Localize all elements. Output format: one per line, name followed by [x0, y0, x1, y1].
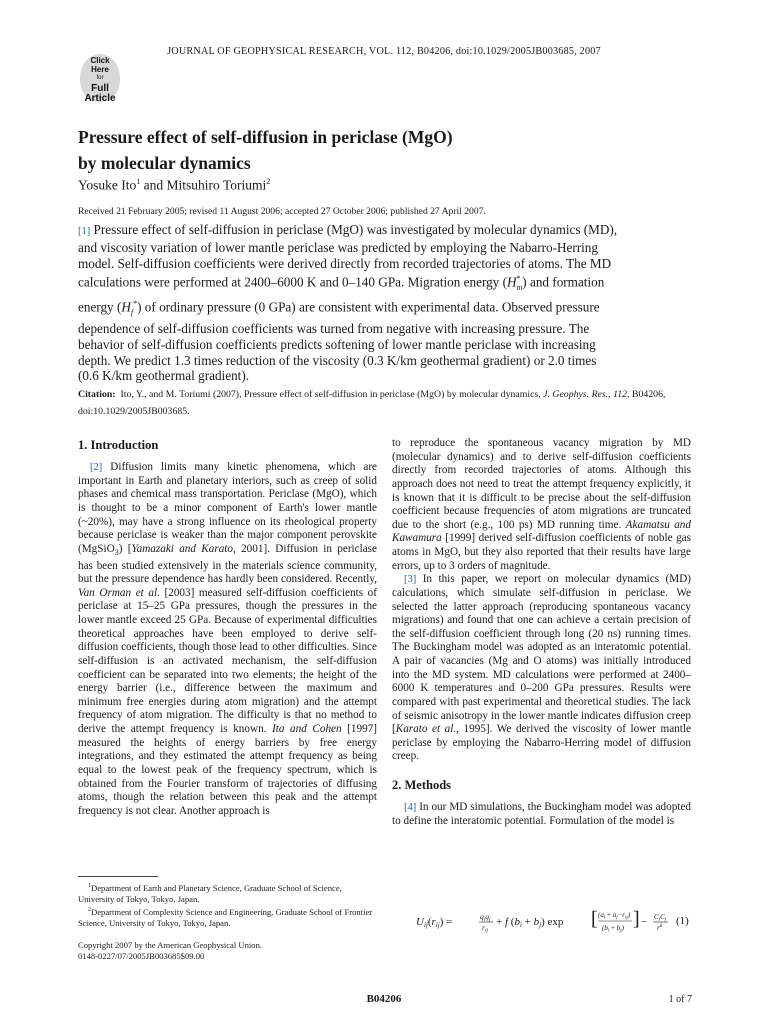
- reference-link[interactable]: Akamatsu and Kawamura: [392, 518, 691, 545]
- article-id-footer: B04206: [366, 993, 402, 1005]
- eq-dispersion-numerator: $C_iC_j$: [654, 913, 667, 923]
- author-name: Mitsuhiro Toriumi: [166, 177, 267, 193]
- reference-link[interactable]: Ita and Cohen: [272, 723, 342, 736]
- affiliation-marker[interactable]: 1: [136, 177, 141, 186]
- footnote-divider: [78, 876, 158, 877]
- journal-header: JOURNAL OF GEOPHYSICAL RESEARCH, VOL. 112, B04206, doi:10.1029/2005JB003685, 2007: [167, 46, 601, 57]
- eq-charge-denominator: $r_{ij}$: [482, 923, 488, 934]
- page-number: 1 of 7: [668, 994, 692, 1005]
- abstract-text: ) and formation energy (: [78, 274, 605, 315]
- title-line: by molecular dynamics: [78, 153, 251, 173]
- body-text: In this paper, we report on molecular dynamics (MD) calculations, which simulate self-diffusion in periclase. We selected the latter approach (reproducing spontaneous vacancy migrations) and found that one can achieve a certain precision of the self-diffusion coefficient through long (20 ns) running times. The Buckingham model was adopted as an interatomic potential. A pair of vacancies (Mg and O atoms) was initially introduced into the MD system. MD calculations were performed at 2400–6000 K temperatures and 0–200 GPa pressures. Results were compared with past experimental and theoretical studies. The lack of seismic anisotropy in the lower mantle indicates diffusion creep [: [392, 573, 692, 736]
- body-text: Diffusion limits many kinetic phenomena, which are important in Earth and planetary interiors, such as creep of solid phases and chemical mass transportation. Periclase (MgO), which is thought to be a minor component of Earth's lower mantle (~20%), may have a strong influence on its rheological property because periclase is weaker than the major component perovskite (MgSiO: [78, 461, 378, 555]
- copyright-line: Copyright 2007 by the American Geophysical Union.: [78, 940, 263, 950]
- symbol-sub: m: [516, 283, 523, 293]
- footnote-marker: 1: [88, 883, 91, 889]
- footnote-marker: 2: [88, 906, 91, 913]
- footnote-2: [78, 905, 378, 929]
- body-text: In our MD simulations, the Buckingham model was adopted to define the interatomic potential. Formulation of the model is: [392, 801, 692, 827]
- citation-text: , B04206, doi:10.1029/2005JB003685.: [78, 389, 666, 417]
- right-column: [392, 437, 691, 828]
- badge-line: Click: [90, 56, 110, 65]
- copyright-line: 0148-0227/07/2005JB003685$09.00: [78, 951, 205, 961]
- paragraph-number: [1]: [78, 226, 91, 237]
- body-text: [1997] measured the heights of energy barriers by free energy integrations, and they estimated the attempt frequency as being equal to the lowest peak of the frequency spectrum, which is obtained from the Fourier transform of trajectories of diffusing atoms, though the relation between this peak and the attempt frequency is not clear. Another approach is: [78, 723, 378, 817]
- article-title: [78, 124, 638, 176]
- badge-line: Full: [91, 83, 109, 94]
- copyright-notice: [78, 940, 262, 962]
- symbol: H: [506, 274, 517, 290]
- left-column: [78, 438, 377, 818]
- section-heading-methods: 2. Methods: [392, 778, 452, 792]
- citation-volume: 112: [613, 389, 628, 400]
- eq-bracket-open: [: [591, 908, 598, 930]
- eq-charge-numerator: $q_iq_j$: [480, 912, 491, 923]
- author-separator: and: [140, 177, 167, 193]
- citation-label: Citation:: [78, 389, 116, 400]
- title-line: Pressure effect of self-diffusion in periclase (MgO): [78, 127, 453, 147]
- symbol-sub: f: [130, 308, 134, 318]
- author-list: [78, 177, 270, 194]
- symbol-sup: *: [516, 274, 521, 284]
- publication-history: Received 21 February 2005; revised 11 August 2006; accepted 27 October 2006; published 27 April 2007.: [78, 206, 486, 217]
- badge-line: for: [96, 75, 104, 81]
- abstract-text: Pressure effect of self-diffusion in periclase (MgO) was investigated by molecular dynamics (MD), and viscosity variation of lower mantle periclase was predicted by employing the Nabarro-Herring model. Self-diffusion coefficients were derived directly from recorded trajectories of atoms. The MD calculations were performed at 2400–6000 K and 0–140 GPa. Migration energy (: [78, 222, 618, 290]
- paragraph-number: [3]: [404, 574, 417, 586]
- citation-journal: J. Geophys. Res.: [543, 389, 609, 400]
- body-text: , 2001]. Diffusion in periclase has been studied extensively in the materials science community, but the pressure dependence has hardly been considered. Recently,: [78, 542, 378, 586]
- paragraph-number: [4]: [404, 802, 417, 813]
- reference-link[interactable]: Van Orman et al.: [78, 586, 160, 599]
- equation-1: [392, 906, 691, 936]
- footnote-1: [78, 881, 378, 905]
- citation: [78, 386, 693, 420]
- paragraph-4: [392, 801, 691, 828]
- symbol: H: [121, 299, 131, 315]
- badge-line: Article: [84, 93, 116, 104]
- badge-text: [76, 56, 124, 104]
- section-heading-introduction: 1. Introduction: [78, 438, 159, 452]
- reference-link[interactable]: Yamazaki and Karato: [131, 542, 233, 555]
- eq-repulsive-term: + f (bi + bj) exp: [496, 916, 564, 929]
- footnote-text: Department of Complexity Science and Engineering, Graduate School of Frontier Science, University of Tokyo, Tokyo, Japan.: [78, 906, 373, 928]
- citation-text: ,: [608, 389, 614, 400]
- subscript: 3: [114, 547, 119, 557]
- eq-bracket-close: ]: [633, 908, 640, 930]
- body-text: , 1995]. We derived the viscosity of lower mantle periclase by employing the Nabarro-Herring model of diffusion creep.: [392, 723, 691, 763]
- paragraph-continuation: [392, 437, 691, 573]
- full-article-badge[interactable]: [76, 52, 124, 104]
- eq-exp-denominator: $(b_i + b_j)$: [602, 924, 624, 934]
- symbol-sup: *: [133, 299, 138, 309]
- equation-number: (1): [676, 915, 689, 927]
- eq-dispersion-denominator: $r^6$: [657, 924, 663, 932]
- abstract-text: ) of ordinary pressure (0 GPa) are consistent with experimental data. Observed pressure dependence of self-diffusion coefficients was turned from negative with increasing pressure. The behavior of self-diffusion coefficients predicts softening of lower mantle periclase with increasing depth. We predict 1.3 times reduction of the viscosity (0.3 K/km geothermal gradient) or 2.0 times (0.6 K/km geothermal gradient).: [78, 299, 600, 384]
- paragraph-2: [78, 461, 377, 818]
- paragraph-number: [2]: [90, 462, 103, 473]
- eq-minus: −: [641, 916, 648, 928]
- footnotes: [78, 881, 378, 929]
- paragraph-3: [392, 573, 691, 764]
- eq-lhs: Uij(rij) =: [416, 916, 453, 929]
- body-text: [1999] derived self-diffusion coefficients of noble gas atoms in MgO, but they also reported that their results have large errors, up to 3 orders of magnitude.: [392, 532, 691, 572]
- badge-line: Here: [91, 65, 109, 74]
- citation-text: Ito, Y., and M. Toriumi (2007), Pressure effect of self-diffusion in periclase (MgO) by molecular dynamics,: [120, 389, 544, 400]
- author-name: Yosuke Ito: [78, 177, 137, 193]
- reference-link[interactable]: Karato et al.: [395, 723, 457, 736]
- body-text: ) [: [118, 542, 132, 555]
- footnote-text: Department of Earth and Planetary Science, Graduate School of Science, University of Tokyo, Tokyo, Japan.: [78, 882, 342, 904]
- body-text: [2003] measured self-diffusion coefficients of periclase at 15–25 GPa pressures, though the pressures in the lower mantle exceed 25 GPa. Because of experimental difficulties theoretical approaches have been employed to derive self-diffusion coefficients, though those lead to other difficulties. Since self-diffusion is an activated mechanism, the self-diffusion coefficient can be separated into two elements; the height of the energy barrier (i.e., difference between the maximum and minimum free energies during atom migration) and the attempt frequency of atom migration. The difficulty is that no method to derive the attempt frequency is known.: [78, 586, 377, 736]
- abstract: [78, 222, 618, 384]
- affiliation-marker[interactable]: 2: [266, 177, 271, 186]
- eq-exp-numerator: $(a_i + a_j-r_{ij})$: [598, 911, 631, 921]
- body-text: to reproduce the spontaneous vacancy migration by MD (molecular dynamics) and to derive self-diffusion coefficients directly from recorded trajectories of atoms. Although this approach does not need to treat the attempt frequency explicitly, it is known that it is difficult to be precise about the self-diffusion coefficient because frequencies of atom migrations are truncated due to the short (e.g., 100 ps) MD running time.: [392, 437, 691, 531]
